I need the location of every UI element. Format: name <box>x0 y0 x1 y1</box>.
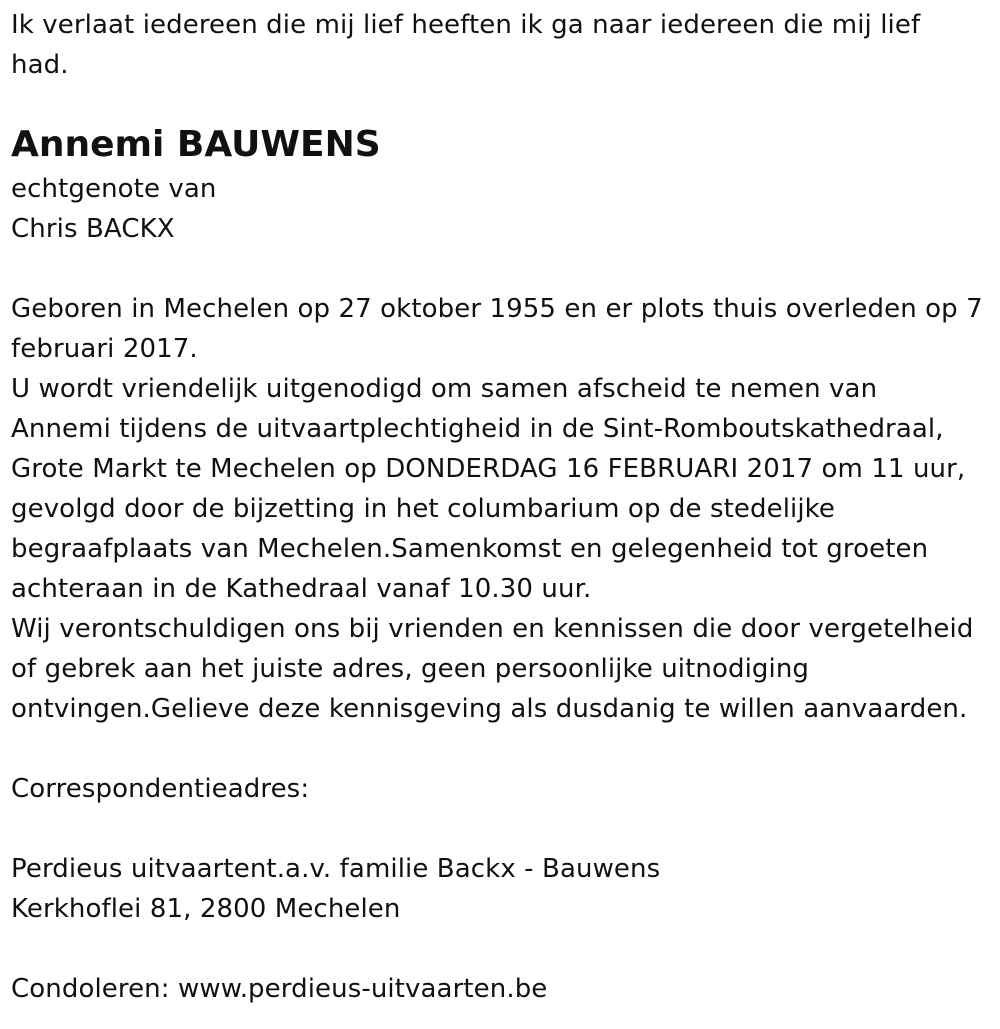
announcement-line: februari 2017. <box>11 334 198 364</box>
announcement-line: Grote Markt te Mechelen op DONDERDAG 16 FEBRUARI 2017 om 11 uur, <box>11 454 966 484</box>
announcement-line: of gebrek aan het juiste adres, geen persoonlijke uitnodiging <box>11 654 810 684</box>
correspondence-label: Correspondentieadres: <box>11 774 310 804</box>
announcement-line: Wij verontschuldigen ons bij vrienden en kennissen die door vergetelheid <box>11 614 974 644</box>
announcement-line: achteraan in de Kathedraal vanaf 10.30 uur. <box>11 574 592 604</box>
announcement-line: gevolgd door de bijzetting in het columbarium op de stedelijke <box>11 494 836 524</box>
relation-text: echtgenote van <box>11 174 217 204</box>
announcement-line: Annemi tijdens de uitvaartplechtigheid in de Sint-Romboutskathedraal, <box>11 414 944 444</box>
correspondence-address-line-2: Kerkhoflei 81, 2800 Mechelen <box>11 894 401 924</box>
intro-quote-line-2: had. <box>11 50 69 80</box>
announcement-line: U wordt vriendelijk uitgenodigd om samen afscheid te nemen van <box>11 374 878 404</box>
spouse-name: Chris BACKX <box>11 214 175 244</box>
condolences-text: Condoleren: www.perdieus-uitvaarten.be <box>11 974 548 1004</box>
spacer <box>11 249 996 289</box>
announcement-line: Geboren in Mechelen op 27 oktober 1955 en er plots thuis overleden op 7 <box>11 294 983 324</box>
announcement-line: ontvingen.Gelieve deze kennisgeving als dusdanig te willen aanvaarden. <box>11 694 968 724</box>
spacer <box>11 809 996 849</box>
intro-quote-line-1: Ik verlaat iedereen die mij lief heeften ik ga naar iedereen die mij lief <box>11 10 921 40</box>
spacer <box>11 929 996 969</box>
announcement-paragraph <box>11 289 996 729</box>
deceased-name: Annemi BAUWENS <box>11 124 381 165</box>
spacer <box>11 729 996 769</box>
correspondence-address-line-1: Perdieus uitvaartent.a.v. familie Backx - Bauwens <box>11 854 661 884</box>
announcement-line: begraafplaats van Mechelen.Samenkomst en gelegenheid tot groeten <box>11 534 929 564</box>
obituary-document <box>11 0 996 1009</box>
